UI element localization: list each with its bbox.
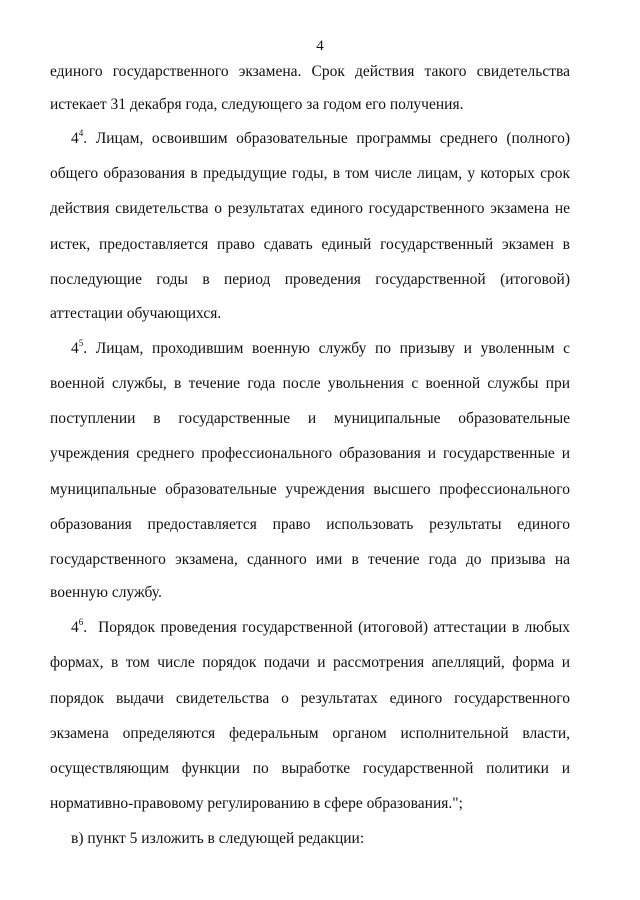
line-text: общего образования в предыдущие годы, в том числе лицам, у которых срок <box>50 165 570 182</box>
paragraph-4-5-first-line <box>71 339 570 359</box>
text-line <box>50 199 570 219</box>
page-number: 4 <box>316 38 324 54</box>
text-line <box>50 235 570 255</box>
text-line <box>50 724 570 744</box>
line-text: порядок выдачи свидетельства о результатах единого государственного <box>50 690 570 707</box>
line-text: муниципальные образовательные учреждения высшего профессионального <box>50 481 570 498</box>
text-line <box>50 62 570 82</box>
line-text: истекает 31 декабря года, следующего за годом его получения. <box>50 96 464 113</box>
line-text: Лицам, проходившим военную службу по призыву и уволенным с <box>95 340 571 357</box>
text-line <box>50 515 570 535</box>
line-text: учреждения среднего профессионального образования и государственные и <box>50 445 570 462</box>
text-line <box>50 444 570 464</box>
line-text: действия свидетельства о результатах единого государственного экзамена не <box>50 200 570 217</box>
line-text: последующие годы в период проведения государственной (итоговой) <box>50 271 570 288</box>
text-line <box>50 95 570 115</box>
text-line <box>50 164 570 184</box>
line-text: аттестации обучающихся. <box>50 305 222 322</box>
line-text: военной службы, в течение года после увольнения с военной службы при <box>50 375 570 392</box>
paragraph-4-6-first-line <box>71 618 570 638</box>
line-text: Лицам, освоившим образовательные программы среднего (полного) <box>95 130 570 147</box>
text-line <box>50 304 570 324</box>
line-text: нормативно-правовому регулированию в сфере образования."; <box>50 795 463 812</box>
text-line <box>50 550 570 570</box>
line-text: военную службу. <box>50 584 162 601</box>
text-line <box>50 480 570 500</box>
text-line <box>50 270 570 290</box>
paragraph-4-4-first-line <box>71 129 570 149</box>
line-text: осуществляющим функции по выработке государственной политики и <box>50 760 570 777</box>
text-line <box>50 653 570 673</box>
line-text: единого государственного экзамена. Срок действия такого свидетельства <box>50 63 570 80</box>
paragraph-number: $4^4$. <box>71 127 88 147</box>
text-line <box>50 409 570 429</box>
paragraph-number: $4^5$. <box>71 337 88 357</box>
line-text: формах, в том числе порядок подачи и рассмотрения апелляций, форма и <box>50 654 570 671</box>
text-line <box>50 689 570 709</box>
text-line <box>50 374 570 394</box>
line-text: Порядок проведения государственной (итоговой) аттестации в любых <box>98 619 571 636</box>
line-text: экзамена определяются федеральным органом исполнительной власти, <box>50 725 570 742</box>
line-text: государственного экзамена, сданного ими в течение года до призыва на <box>50 551 570 568</box>
line-text: истек, предоставляется право сдавать единый государственный экзамен в <box>50 236 570 253</box>
text-line <box>50 583 570 603</box>
line-text: в) пункт 5 изложить в следующей редакции: <box>71 830 365 847</box>
list-item-v <box>71 829 570 849</box>
line-text: образования предоставляется право использовать результаты единого <box>50 516 570 533</box>
paragraph-number: $4^6$. <box>71 616 88 636</box>
text-line <box>50 759 570 779</box>
text-line <box>50 794 570 814</box>
line-text: поступлении в государственные и муниципальные образовательные <box>50 410 570 427</box>
